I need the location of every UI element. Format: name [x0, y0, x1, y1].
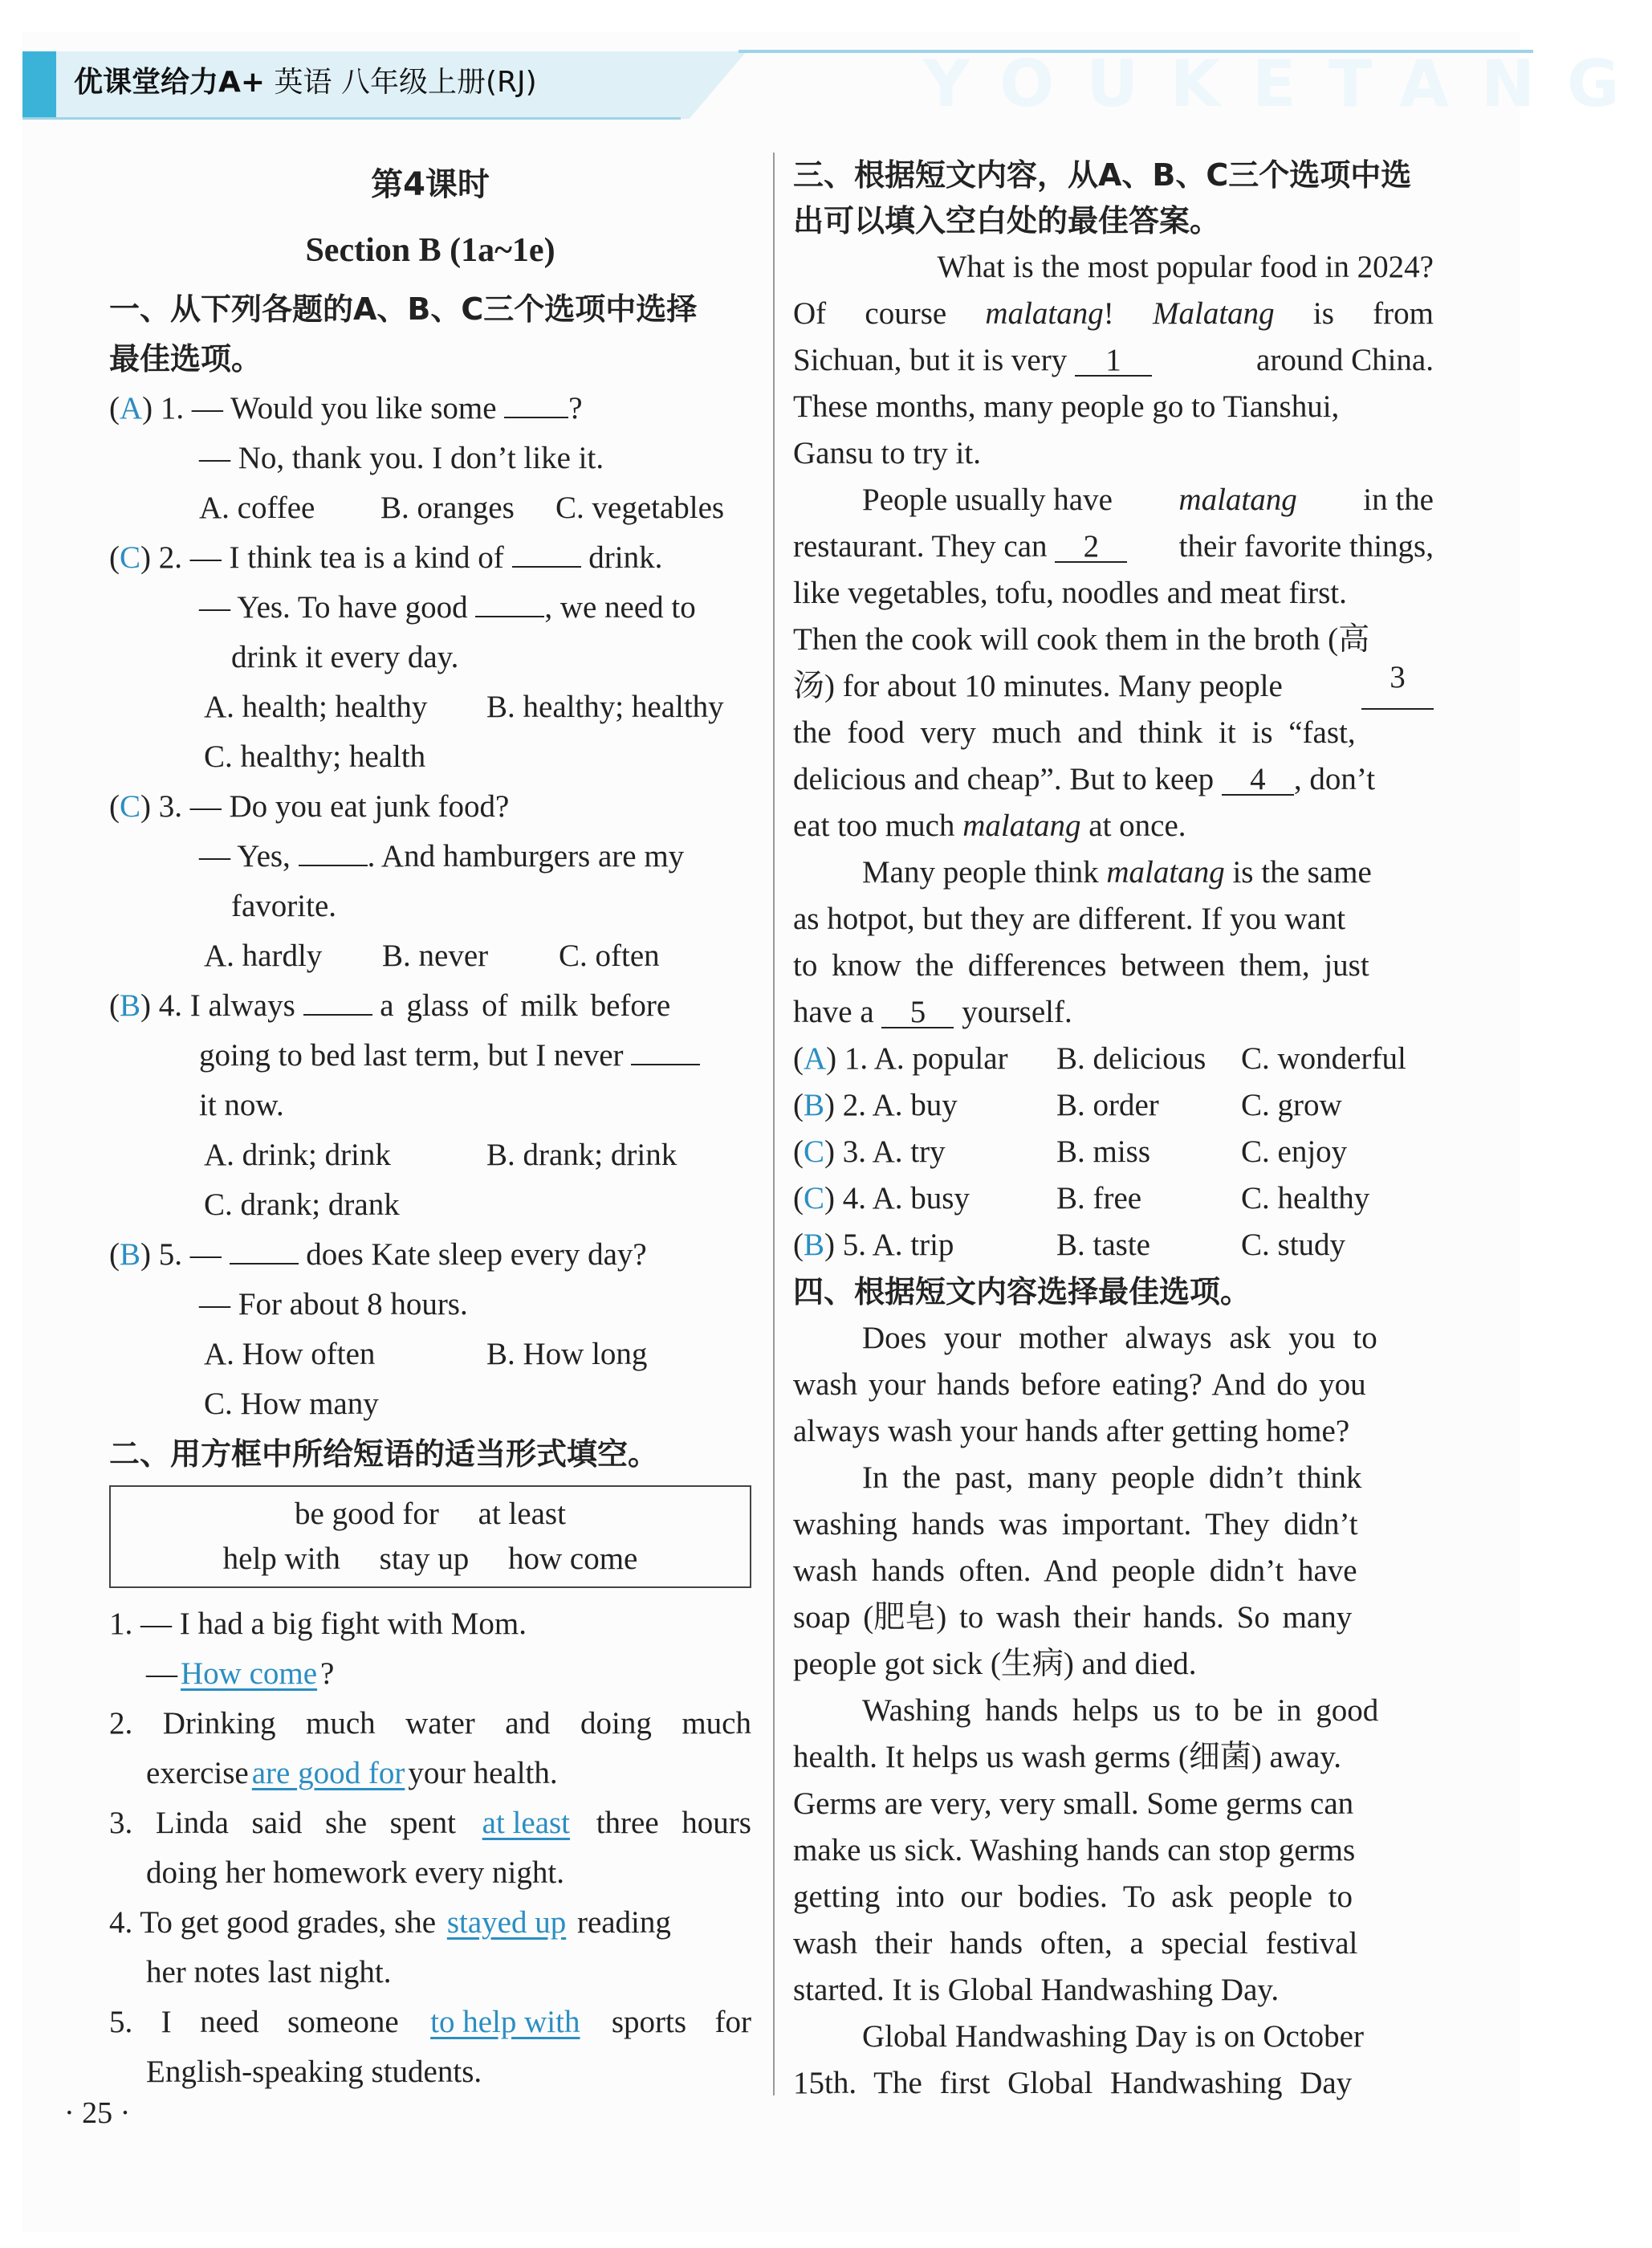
question-5-options: A. How often B. How long	[204, 1337, 648, 1371]
passage1-line-5: Gansu to try it.	[793, 436, 981, 470]
question-2-reply: — Yes. To have good , we need to	[199, 590, 696, 625]
answer-4: B	[120, 988, 141, 1023]
blank	[512, 542, 581, 568]
header-accent-bar	[22, 51, 56, 119]
header-title	[74, 59, 537, 100]
numbered-blank-5: 5	[881, 998, 954, 1028]
passage2-line-1: People usually have malatang in the	[862, 483, 1434, 517]
passage4-line-15: started. It is Global Handwashing Day.	[793, 1973, 1280, 2007]
passage4-line-17: 15th. The first Global Handwashing Day	[793, 2066, 1353, 2100]
passage3-line-1: Many people think malatang is the same	[862, 855, 1372, 890]
fill-answer-4: stayed up	[446, 1905, 567, 1940]
fill-1: 1. — I had a big fight with Mom.	[109, 1607, 527, 1641]
passage2-line-4: Then the cook will cook them in the broth (高	[793, 622, 1370, 657]
fill-4: 4. To get good grades, she stayed up reading	[109, 1905, 671, 1940]
part2-title: 二、用方框中所给短语的适当形式填空。	[109, 1436, 659, 1472]
option-row-5: (B) 5. A. trip B. taste C. study	[793, 1228, 1346, 1262]
numbered-blank-3: 3	[1361, 663, 1434, 710]
passage4-line-2: wash your hands before eating? And do you	[793, 1367, 1366, 1402]
answer-5: B	[120, 1237, 141, 1272]
question-3-options: A. hardly B. never C. often	[204, 939, 660, 973]
question-4: (B) 4. I always a glass of milk before	[109, 988, 671, 1023]
passage2-line-3: like vegetables, tofu, noodles and meat first.	[793, 576, 1347, 610]
section-title: Section B (1a~1e)	[305, 232, 555, 269]
brand-name: 优课堂	[74, 66, 161, 99]
lesson-title: 第4课时	[371, 166, 490, 203]
phrase-box	[109, 1485, 751, 1588]
question-1-reply: — No, thank you. I don’t like it.	[199, 441, 604, 475]
header-rule-bottom	[22, 117, 681, 120]
part1-title-cont: 最佳选项。	[109, 341, 262, 377]
fill-1-reply: — How come ?	[146, 1656, 335, 1691]
passage4-line-5: washing hands was important. They didn’t	[793, 1507, 1358, 1541]
fill-answer-2: are good for	[251, 1756, 405, 1790]
question-2-reply-cont: drink it every day.	[231, 640, 459, 674]
passage4-line-9: Washing hands helps us to be in good	[862, 1693, 1379, 1728]
answer-2: C	[120, 540, 141, 575]
passage4-line-11: Germs are very, very small. Some germs can	[793, 1786, 1354, 1821]
passage2-line-8: eat too much malatang at once.	[793, 808, 1186, 843]
passage2-line-5: 汤) for about 10 minutes. Many people 3	[793, 663, 1434, 710]
brand-script: 给力A+	[161, 66, 266, 99]
option-row-3: (C) 3. A. try B. miss C. enjoy	[793, 1134, 1348, 1169]
part3-title: 三、根据短文内容，从A、B、C三个选项中选	[793, 157, 1412, 193]
numbered-blank-2: 2	[1055, 532, 1127, 563]
passage4-line-12: make us sick. Washing hands can stop germs	[793, 1833, 1356, 1867]
passage3-line-2: as hotpot, but they are different. If you want	[793, 902, 1346, 936]
option-row-2: (B) 2. A. buy B. order C. grow	[793, 1088, 1342, 1122]
question-4-cont2: it now.	[199, 1088, 284, 1122]
question-3: (C) 3. — Do you eat junk food?	[109, 789, 510, 824]
fill-3: 3. Linda said she spent at least three hours	[109, 1798, 751, 1848]
phrase-row-2: help with stay up how come	[222, 1541, 638, 1576]
question-5-option-c: C. How many	[204, 1387, 379, 1421]
question-3-reply-cont: favorite.	[231, 889, 337, 923]
part4-title: 四、根据短文内容选择最佳选项。	[793, 1274, 1251, 1309]
passage4-line-14: wash their hands often, a special festival	[793, 1926, 1358, 1961]
question-2-option-c: C. healthy; health	[204, 739, 426, 774]
question-2-options: A. health; healthy B. healthy; healthy	[204, 690, 724, 724]
question-1-options: A. coffee B. oranges C. vegetables	[199, 491, 725, 525]
passage1-line-3: Sichuan, but it is very 1 around China.	[793, 343, 1434, 377]
passage2-line-2: restaurant. They can 2 their favorite things,	[793, 529, 1434, 564]
header-watermark: YOUKETANG	[923, 47, 1652, 121]
fill-5-cont: English-speaking students.	[146, 2055, 482, 2089]
right-column	[793, 153, 1434, 2107]
fill-2: 2. Drinking much water and doing much	[109, 1706, 751, 1741]
fill-3-cont: doing her homework every night.	[146, 1855, 564, 1890]
passage3-line-4: have a 5 yourself.	[793, 995, 1072, 1029]
blank	[504, 393, 568, 418]
passage4-line-13: getting into our bodies. To ask people to	[793, 1879, 1353, 1914]
question-5: (B) 5. — does Kate sleep every day?	[109, 1237, 647, 1272]
fill-2-cont: exercise are good for your health.	[146, 1756, 558, 1790]
passage1-line-1: What is the most popular food in 2024?	[937, 250, 1434, 284]
blank	[631, 1040, 700, 1065]
question-2: (C) 2. — I think tea is a kind of drink.	[109, 540, 663, 575]
page-number: · 25 ·	[64, 2096, 131, 2130]
passage3-line-3: to know the differences between them, just	[793, 948, 1369, 983]
answer-1: A	[120, 391, 143, 426]
fill-answer-3: at least	[482, 1806, 571, 1840]
part1-title: 一、从下列各题的A、B、C三个选项中选择	[109, 291, 698, 327]
blank	[303, 990, 372, 1016]
passage2-line-7: delicious and cheap”. But to keep 4 , don’t	[793, 762, 1376, 796]
question-3-reply: — Yes, . And hamburgers are my	[199, 839, 685, 874]
blank	[475, 592, 544, 617]
passage4-line-3: always wash your hands after getting home?	[793, 1414, 1350, 1448]
fill-4-cont: her notes last night.	[146, 1955, 392, 1989]
passage1-line-2: Of course malatang! Malatang is from	[793, 296, 1434, 331]
subject-label: 英语 八年级上册(RJ)	[274, 66, 537, 99]
passage4-line-10: health. It helps us wash germs (细菌) away.	[793, 1740, 1342, 1774]
phrase-row-1: be good for at least	[295, 1497, 566, 1531]
passage2-line-6: the food very much and think it is “fast,	[793, 715, 1356, 750]
question-1: (A) 1. — Would you like some ?	[109, 391, 583, 426]
question-5-reply: — For about 8 hours.	[199, 1287, 468, 1322]
left-column	[109, 153, 751, 2097]
passage4-line-16: Global Handwashing Day is on October	[862, 2019, 1364, 2054]
passage4-line-1: Does your mother always ask you to	[862, 1321, 1377, 1355]
answer-3: C	[120, 789, 141, 824]
fill-answer-5: to help with	[430, 2005, 580, 2039]
numbered-blank-4: 4	[1222, 765, 1294, 796]
passage4-line-6: wash hands often. And people didn’t have	[793, 1554, 1357, 1588]
passage1-line-4: These months, many people go to Tianshui,	[793, 389, 1340, 424]
passage4-line-7: soap (肥皂) to wash their hands. So many	[793, 1600, 1353, 1635]
passage4-line-4: In the past, many people didn’t think	[862, 1460, 1362, 1495]
passage4-line-8: people got sick (生病) and died.	[793, 1647, 1197, 1681]
column-divider	[773, 153, 775, 2095]
question-4-options: A. drink; drink B. drank; drink	[204, 1138, 677, 1172]
part3-title-cont: 出可以填入空白处的最佳答案。	[793, 203, 1221, 238]
option-row-1: (A) 1. A. popular B. delicious C. wonderful	[793, 1041, 1406, 1076]
fill-5: 5. I need someone to help with sports for	[109, 1998, 751, 2047]
numbered-blank-1: 1	[1075, 346, 1152, 377]
question-4-option-c: C. drank; drank	[204, 1187, 400, 1222]
blank	[230, 1239, 299, 1264]
option-row-4: (C) 4. A. busy B. free C. healthy	[793, 1181, 1370, 1216]
question-4-cont: going to bed last term, but I never	[109, 1031, 751, 1081]
blank	[299, 841, 368, 866]
fill-answer-1: How come	[181, 1656, 318, 1691]
